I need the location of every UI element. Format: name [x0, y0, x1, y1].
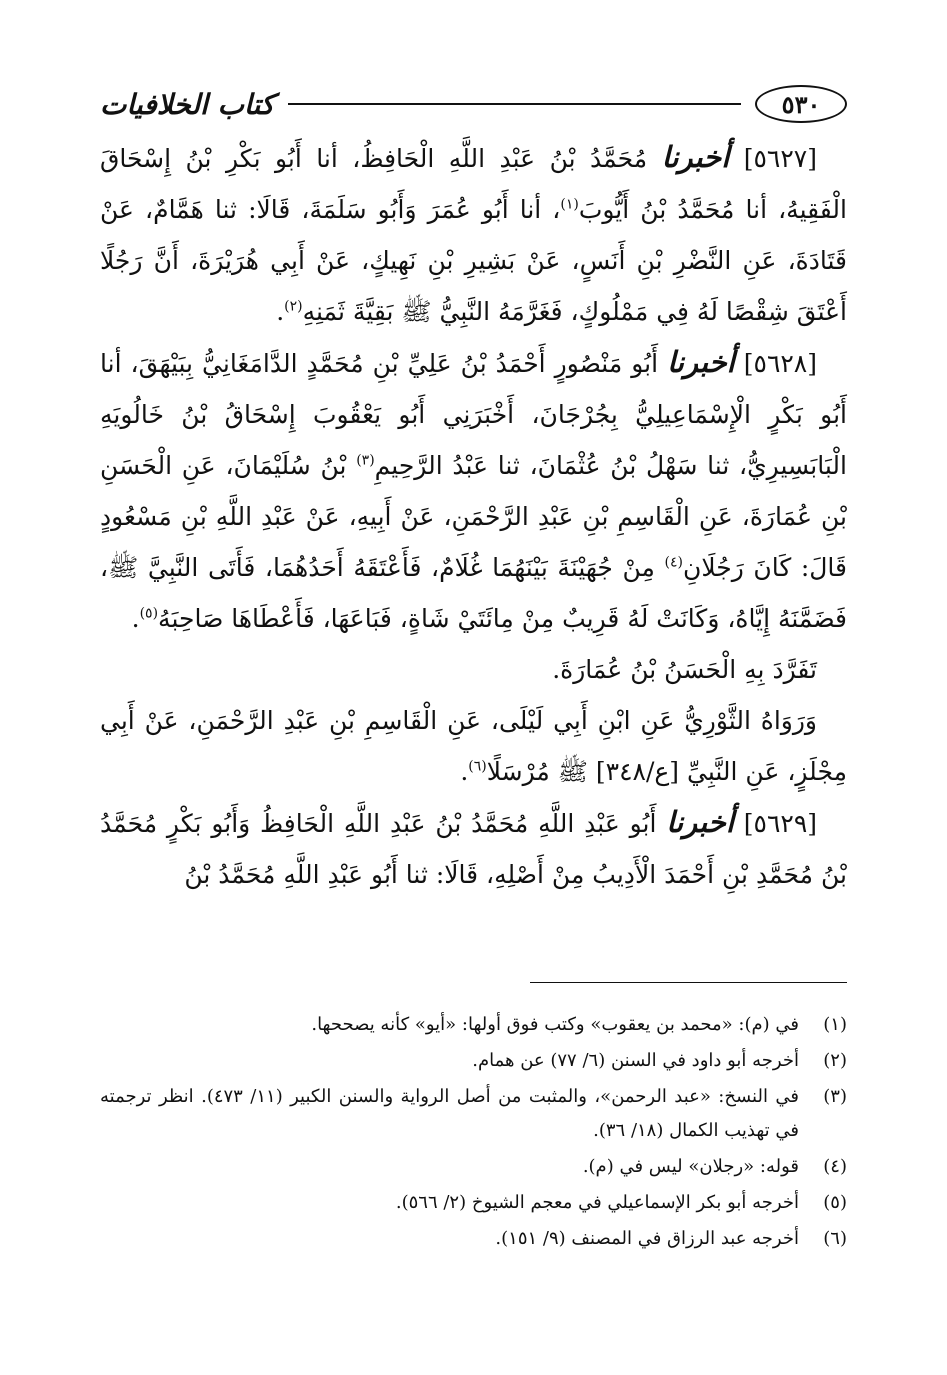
footnote-ref: (٣): [356, 452, 375, 469]
paragraph-text: مِنْ جُهَيْنَةَ بَيْنَهُمَا غُلَامٌ، فَأَعْتَقَهُ أَحَدُهُمَا، فَأَتَى النَّبِيَّ ﷺ، فَضَمَّنَهُ إِيَّاهُ، وَكَانَتْ لَهُ قَرِيبٌ مِنْ مِائَتَيْ شَاةٍ، فَبَاعَهَا، فَأَعْطَاهَا صَاحِبَهُ: [100, 553, 847, 633]
hadith-number: [٥٦٢٩]: [743, 809, 818, 838]
paragraph-text: .: [276, 297, 285, 326]
paragraph-text: .: [131, 604, 140, 633]
footnote-text: أخرجه عبد الرزاق في المصنف (٩/ ١٥١).: [495, 1228, 799, 1249]
akhbarana-word: أخبرنا: [666, 805, 734, 839]
footnote-text: أخرجه أبو داود في السنن (٦/ ٧٧) عن همام.: [472, 1050, 799, 1071]
header-rule: [288, 103, 741, 105]
akhbarana-word: أخبرنا: [667, 345, 735, 379]
paragraph-5629: [100, 797, 847, 900]
paragraph-thawri: [100, 695, 847, 797]
paragraph-text: مُحَمَّدُ بْنُ عَبْدِ اللَّهِ الْحَافِظُ، أنا أَبُو بَكْرِ بْنُ إِسْحَاقَ الْفَقِيهُ، أنا مُحَمَّدُ بْنُ أَيُّوبَ: [100, 144, 847, 224]
running-title: كتاب الخلافيات: [100, 87, 275, 121]
page-number: ٥٣٠: [755, 85, 847, 123]
footnote-ref: (٦): [468, 758, 487, 775]
hadith-number: [٥٦٢٧]: [743, 144, 817, 173]
main-text: [100, 132, 847, 900]
paragraph-text: أَبُو عَبْدِ اللَّهِ مُحَمَّدُ بْنُ عَبْدِ اللَّهِ الْحَافِظُ وَأَبُو بَكْرٍ مُحَمَّدُ بْنُ مُحَمَّدِ بْنِ أَحْمَدَ الْأَدِيبُ مِنْ أَصْلِهِ، قَالَا: ثنا أَبُو عَبْدِ اللَّهِ مُحَمَّدُ بْنُ: [100, 809, 847, 889]
footnote-text: في (م): «محمد بن يعقوب» وكتب فوق أولها: «أيو» كأنه يصححها.: [311, 1014, 799, 1035]
paragraph-text: ، أنا أَبُو عُمَرَ وَأَبُو سَلَمَةَ، قَالَا: ثنا هَمَّامٌ، عَنْ قَتَادَةَ، عَنِ النَّضْرِ بْنِ أَنَسٍ، عَنْ بَشِيرِ بْنِ نَهِيكٍ، عَنْ أَبِي هُرَيْرَةَ، أَنَّ رَجُلًا أَعْتَقَ شِقْصًا لَهُ فِي مَمْلُوكٍ، فَغَرَّمَهُ النَّبِيُّ ﷺ بَقِيَّةَ ثَمَنِهِ: [100, 195, 847, 326]
page-header: [100, 84, 847, 124]
footnote-separator: [530, 982, 847, 983]
paragraph-text: أَبُو مَنْصُورٍ أَحْمَدُ بْنُ عَلِيِّ بْنِ مُحَمَّدٍ الدَّامَغَانِيُّ بِبَيْهَقَ، أنا أَبُو بَكْرٍ الْإِسْمَاعِيلِيُّ بِجُرْجَانَ، أَخْبَرَنِي أَبُو يَعْقُوبَ إِسْحَاقُ بْنُ خَالُويَهِ الْبَابَسِيرِيُّ، ثنا سَهْلُ بْنُ عُثْمَانَ، ثنا عَبْدُ الرَّحِيمِ: [100, 349, 847, 480]
footnote-item: [100, 1150, 847, 1184]
footnote-item: [100, 1222, 847, 1256]
hadith-number: [٥٦٢٨]: [743, 349, 817, 378]
paragraph-text: وَرَوَاهُ الثَّوْرِيُّ عَنِ ابْنِ أَبِي لَيْلَى، عَنِ الْقَاسِمِ بْنِ عَبْدِ الرَّحْمَنِ، عَنْ أَبِي مِجْلَزٍ، عَنِ النَّبِيِّ [ع/٣٤٨] ﷺ مُرْسَلًا: [100, 706, 847, 786]
paragraph-5628: [100, 337, 847, 644]
footnote-ref: (٤): [664, 554, 683, 571]
footnote-ref: (٢): [284, 298, 303, 315]
footnote-number: (٥): [823, 1192, 847, 1213]
footnote-number: (٦): [823, 1228, 847, 1249]
paragraph-text: .: [460, 757, 469, 786]
footnote-number: (٣): [823, 1086, 847, 1107]
footnote-item: [100, 1080, 847, 1148]
footnote-text: أخرجه أبو بكر الإسماعيلي في معجم الشيوخ (٢/ ٥٦٦).: [395, 1192, 799, 1213]
footnote-ref: (١): [560, 196, 579, 213]
akhbarana-word: أخبرنا: [661, 140, 730, 174]
footnote-number: (٤): [823, 1156, 847, 1177]
footnote-ref: (٥): [139, 605, 159, 622]
paragraph-text: بْنُ سُلَيْمَانَ، عَنِ الْحَسَنِ بْنِ عُمَارَةَ، عَنِ الْقَاسِمِ بْنِ عَبْدِ الرَّحْمَنِ، عَنْ أَبِيهِ، عَنْ عَبْدِ اللَّهِ بْنِ مَسْعُودٍ قَالَ: كَانَ رَجُلَانِ: [100, 451, 847, 582]
footnote-text: في النسخ: «عبد الرحمن»، والمثبت من أصل الرواية والسنن الكبير (١١/ ٤٧٣). انظر ترجمته في تهذيب الكمال (١٨/ ٣٦).: [100, 1086, 799, 1141]
footnote-item: [100, 1008, 847, 1042]
paragraph-5627: [100, 132, 847, 337]
footnote-text: قوله: «رجلان» ليس في (م).: [582, 1156, 799, 1177]
footnotes: [100, 1008, 847, 1258]
footnote-number: (٢): [823, 1050, 847, 1071]
footnote-item: [100, 1186, 847, 1220]
footnote-item: [100, 1044, 847, 1078]
footnote-number: (١): [823, 1014, 847, 1035]
paragraph-note: تَفَرَّدَ بِهِ الْحَسَنُ بْنُ عُمَارَةَ.: [552, 655, 817, 684]
